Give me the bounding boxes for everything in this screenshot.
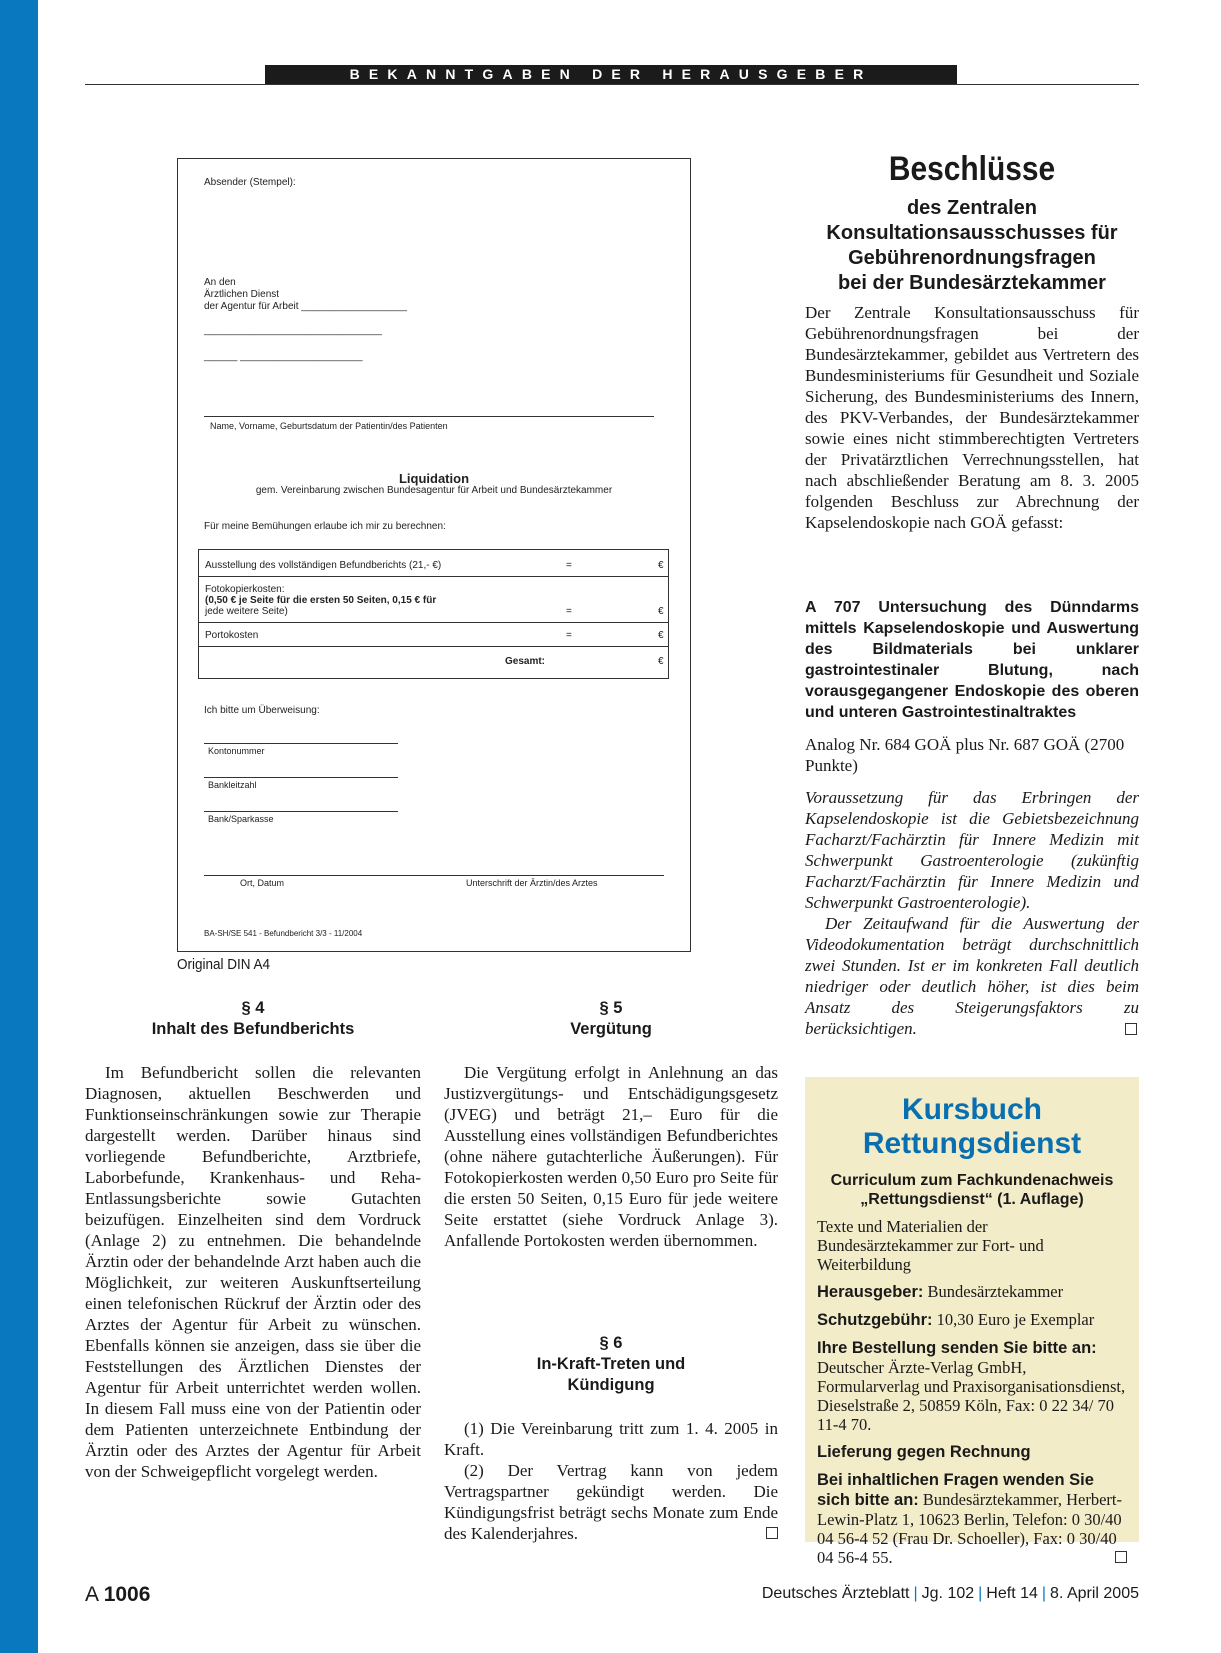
form-patient-label: Name, Vorname, Geburtsdatum der Patientin/des Patienten (210, 421, 448, 431)
beschluesse-subtitle (805, 196, 1139, 296)
section-5-number: § 5 (599, 999, 623, 1017)
beschluesse-note: Der Zeitaufwand für die Auswertung der Videodokumentation beträgt durchschnittlich zwei Stunden. Ist er im konkreten Fall deutlich niedriger oder deutlich höher, ist dies beim Ansatz des Steigerungsfaktors zu berücksichtigen. (805, 914, 1139, 1038)
end-mark-icon (1115, 1551, 1127, 1563)
kursbuch-bestellung: Ihre Bestellung senden Sie bitte an: Deutscher Ärzte-Verlag GmbH, Formularverlag und Praxisorganisationsdienst, Dieselstraße 2, 50859 Köln, Fax: 0 22 34/ 70 11-4 70. (817, 1339, 1126, 1434)
form-blz-label: Bankleitzahl (208, 780, 257, 790)
form-address-line: ______ ______________________ (204, 351, 363, 362)
form-sender-label: Absender (Stempel): (204, 177, 296, 188)
form-intro: Für meine Bemühungen erlaube ich mir zu berechnen: (204, 521, 446, 532)
kursbuch-gebuehr: Schutzgebühr: 10,30 Euro je Exemplar (817, 1310, 1095, 1329)
beschluesse-title: Beschlüsse (888, 150, 1056, 188)
beschluesse-intro: Der Zentrale Konsultationsausschuss für Gebührenordnungsfragen bei der Bundesärztekammer, gebildet aus Vertretern des Bundesministeriums für Gesundheit und Soziale Sicherung, des Bundesministeriums des Innern, des PKV-Verbandes, der Bundesärztekammer sowie eines nicht stimmberechtigten Vertreters der Privatärztlichen Verrechnungsstellen, hat nach abschließender Beratung am 8. 3. 2005 folgenden Beschluss zur Abrechnung der Kapselendoskopie nach GOÄ gefasst: (805, 303, 1139, 532)
form-address-line: Ärztlichen Dienst (204, 289, 280, 300)
form-field-line (204, 811, 398, 812)
page-number: A 1006 (85, 1583, 151, 1606)
form-address-line: An den (204, 277, 236, 288)
journal-name: Deutsches Ärzteblatt (761, 1585, 910, 1602)
form-euro: € (658, 656, 664, 667)
kursbuch-fragen: Bei inhaltlichen Fragen wenden Sie sich bitte an: Bundesärztekammer, Herbert-Lewin-Platz 1, 10623 Berlin, Telefon: 0 30/40 04 56-4 52 (Frau Dr. Schoeller), Fax: 0 30/40 04 56-4 55. (817, 1470, 1127, 1567)
journal-footer: Deutsches Ärzteblatt | Jg. 102 | Heft 14 | 8. April 2005 (761, 1585, 1139, 1602)
section-4-paragraph: Im Befundbericht sollen die relevanten Diagnosen, aktuellen Beschwerden und Funktionseinschränkungen sowie zur Therapie dargestellt werden. Darüber hinaus sind vorliegende Befundberichte, Arztbriefe, Laborbefunde, Krankenhaus- und Reha-Entlassungsberichte sowie Gutachten beizufügen. Einzelheiten sind dem Vordruck (Anlage 2) zu entnehmen. Die behandelnde Ärztin oder der behandelnde Arzt haben auch die Möglichkeit, zur weiteren Auskunftserteilung einen telefonischen Rückruf der Ärztin oder des Arztes der Agentur für Arbeit zu wünschen. Ebenfalls können sie anzeigen, dass sie über die Feststellungen des Ärztlichen Dienstes der Agentur für Arbeit unterrichtet werden wollen. In diesem Fall muss eine von der Patientin oder dem Patienten unterzeichnete Entbindung der Ärztin oder des Arztes der Agentur für Arbeit von der Schweigepflicht vorgelegt werden. (85, 1063, 421, 1481)
section-6-body (444, 1418, 778, 1544)
beschluesse-analog: Analog Nr. 684 GOÄ plus Nr. 687 GOÄ (2700 Punkte) (805, 735, 1125, 775)
section-6-heading (444, 1333, 778, 1396)
form-signature-line (204, 875, 664, 876)
header-rule (85, 84, 1139, 85)
kursbuch-title (817, 1093, 1127, 1161)
end-mark-icon (766, 1527, 778, 1539)
kursbuch-title-line: Kursbuch (901, 1093, 1042, 1126)
section-5-heading (444, 998, 778, 1040)
form-caption: Original DIN A4 (177, 956, 271, 973)
beschluesse-subtitle-line: des Zentralen (906, 197, 1038, 219)
form-address-line: der Agentur für Arbeit ___________________ (204, 301, 407, 312)
form-cost-table (198, 549, 669, 679)
form-field-line (204, 743, 398, 744)
journal-date: 8. April 2005 (1050, 1585, 1139, 1602)
form-row-label: Ausstellung des vollständigen Befundberichts (21,- €) (205, 560, 442, 571)
left-color-bar (0, 0, 38, 1653)
section-4-body (85, 1062, 421, 1482)
form-row-divider (199, 646, 668, 647)
section-5-paragraph: Die Vergütung erfolgt in Anlehnung an das Justizvergütungs- und Entschädigungsgesetz (JVEG) und beträgt 21,– Euro für die Ausstellung eines vollständigen Befundberichtes (ohne nähere gutachterliche Äußerungen). Für Fotokopierkosten werden 0,50 Euro pro Seite für die ersten 50 Seiten, 0,15 Euro für jede weitere Seite erstattet (siehe Vordruck Anlage 3). Anfallende Portokosten werden übernommen. (444, 1063, 778, 1250)
form-konto-label: Kontonummer (208, 746, 265, 756)
form-euro: € (658, 630, 664, 641)
section-4-number: § 4 (241, 999, 265, 1017)
end-mark-icon (1125, 1023, 1137, 1035)
section-6-paragraph: (1) Die Vereinbarung tritt zum 1. 4. 2005 in Kraft. (444, 1419, 778, 1459)
kursbuch-texte: Texte und Materialien der Bundesärztekammer zur Fort- und Weiterbildung (817, 1217, 1044, 1274)
form-row-label: Fotokopierkosten: (205, 584, 285, 595)
journal-issue: Heft 14 (986, 1585, 1038, 1602)
form-total-label: Gesamt: (505, 656, 546, 667)
beschluesse-subtitle-line: Konsultationsausschusses für (826, 222, 1118, 244)
form-code: BA-SH/SE 541 - Befundbericht 3/3 - 11/2004 (204, 929, 363, 938)
form-equals: = (566, 606, 572, 617)
journal-volume: Jg. 102 (921, 1585, 975, 1602)
form-row-label: Portokosten (205, 630, 259, 641)
liquidation-form (177, 158, 691, 952)
form-field-line (204, 777, 398, 778)
form-row-label: jede weitere Seite) (205, 606, 288, 617)
section-6-paragraph: (2) Der Vertrag kann von jedem Vertragspartner gekündigt werden. Die Kündigungsfrist beträgt sechs Monate zum Ende des Kalenderjahres. (444, 1461, 778, 1543)
kursbuch-box (805, 1077, 1139, 1567)
kursbuch-lieferung: Lieferung gegen Rechnung (817, 1443, 1031, 1461)
form-euro: € (658, 606, 664, 617)
form-euro: € (658, 560, 664, 571)
form-title: Liquidation (398, 471, 470, 486)
form-subtitle: gem. Vereinbarung zwischen Bundesagentur für Arbeit und Bundesärztekammer (255, 485, 613, 496)
kursbuch-subtitle-line: Curriculum zum Fachkundenachweis (830, 1172, 1114, 1189)
section-4-heading (85, 998, 421, 1040)
section-5-body (444, 1062, 778, 1251)
section-header-band: BEKANNTGABEN DER HERAUSGEBER (265, 65, 957, 84)
section-4-title: Inhalt des Befundberichts (151, 1020, 355, 1038)
beschluesse-subtitle-line: Gebührenordnungsfragen (848, 247, 1096, 269)
kursbuch-subtitle-line: „Rettungsdienst“ (1. Auflage) (860, 1191, 1084, 1208)
beschluesse-note: Voraussetzung für das Erbringen der Kapselendoskopie ist die Gebietsbezeichnung Facharzt/Fachärztin für Innere Medizin mit Schwerpunkt Gastroenterologie (zukünftig Facharzt/Fachärztin für Innere Medizin und Schwerpunkt Gastroenterologie). (805, 788, 1139, 912)
form-ort-label: Ort, Datum (240, 878, 285, 888)
form-row-divider (199, 622, 668, 623)
form-equals: = (566, 630, 572, 641)
form-patient-line (204, 416, 654, 417)
form-transfer-label: Ich bitte um Überweisung: (204, 705, 320, 716)
form-bank-label: Bank/Sparkasse (208, 814, 274, 824)
kursbuch-subtitle (817, 1171, 1127, 1209)
section-6-number: § 6 (599, 1334, 623, 1352)
section-6-title: Kündigung (567, 1376, 655, 1394)
beschluesse-a707: A 707 Untersuchung des Dünndarms mittels Kapselendoskopie und Auswertung des Bildmaterials bei unklarer gastrointestinaler Blutung, nach vorausgegangener Endoskopie des oberen und unteren Gastrointestinaltraktes (805, 599, 1139, 721)
section-6-title: In-Kraft-Treten und (536, 1355, 686, 1373)
kursbuch-herausgeber: Herausgeber: Bundesärztekammer (817, 1282, 1064, 1301)
kursbuch-title-line: Rettungsdienst (862, 1127, 1082, 1160)
beschluesse-subtitle-line: bei der Bundesärztekammer (838, 272, 1106, 294)
form-signature-label: Unterschrift der Ärztin/des Arztes (466, 878, 598, 888)
form-row-label: (0,50 € je Seite für die ersten 50 Seiten, 0,15 € für (205, 595, 437, 606)
form-address-line: ________________________________ (204, 325, 382, 336)
form-row-divider (199, 576, 668, 577)
section-5-title: Vergütung (570, 1020, 652, 1038)
form-equals: = (566, 560, 572, 571)
